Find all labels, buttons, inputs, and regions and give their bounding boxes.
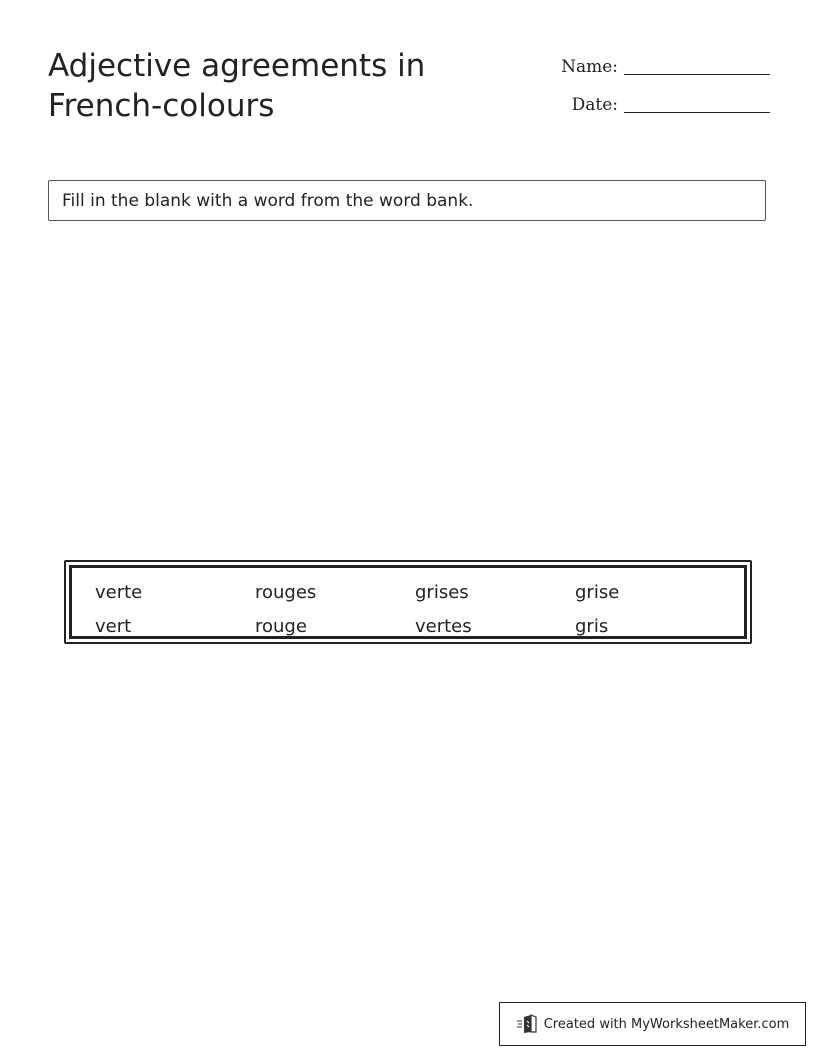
- word-bank-item: grises: [415, 582, 469, 603]
- name-date-fields: [540, 52, 770, 128]
- name-label: Name:: [561, 57, 618, 77]
- word-bank-item: grise: [575, 582, 620, 603]
- word-bank-item: gris: [575, 616, 609, 637]
- date-row: [540, 90, 770, 116]
- word-bank-inner-border: [69, 565, 747, 639]
- footer-text: Created with MyWorksheetMaker.com: [543, 1016, 790, 1032]
- word-bank-item: vertes: [415, 616, 472, 637]
- footer-credit[interactable]: [499, 1002, 806, 1046]
- worksheet-title: Adjective agreements in French-colours: [48, 48, 426, 124]
- word-bank: [64, 560, 752, 644]
- word-bank-item: rouges: [255, 582, 317, 603]
- instructions-box: [48, 180, 766, 221]
- instructions-text: Fill in the blank with a word from the word bank.: [62, 190, 474, 211]
- word-bank-item: vert: [95, 616, 132, 637]
- date-label: Date:: [571, 95, 618, 115]
- word-bank-item: verte: [95, 582, 143, 603]
- book-icon: [516, 1014, 538, 1034]
- name-row: [540, 52, 770, 78]
- name-line[interactable]: [624, 73, 770, 75]
- word-bank-item: rouge: [255, 616, 307, 637]
- word-grid: [95, 576, 735, 644]
- date-line[interactable]: [624, 111, 770, 113]
